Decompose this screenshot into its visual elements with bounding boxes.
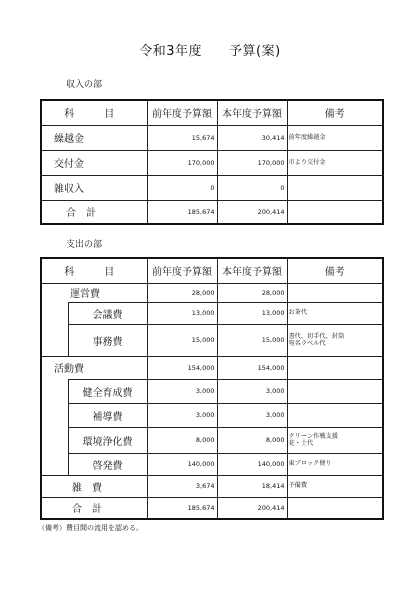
expense-total-curr: 200,414 [217, 497, 287, 519]
income-curr-amount: 30,414 [217, 125, 287, 150]
table-row [41, 175, 383, 200]
expense-subitem-name: 会議費 [68, 302, 147, 324]
income-header-row [41, 100, 383, 125]
expense-note [287, 324, 383, 356]
expense-curr-amount: 15,000 [217, 324, 287, 356]
expense-prev-amount: 13,000 [147, 302, 217, 324]
income-header-prev: 前年度予算額 [147, 100, 217, 125]
expense-note-line: クリーン作戦支援 [288, 432, 338, 440]
income-total-label: 合 計 [41, 200, 147, 224]
expense-subitem-name: 事務費 [68, 324, 147, 356]
expense-prev-amount: 140,000 [147, 453, 217, 475]
income-item-name: 繰越金 [41, 125, 147, 150]
expense-curr-amount: 140,000 [217, 453, 287, 475]
expense-note [287, 356, 383, 379]
table-row [41, 302, 383, 324]
income-item-name: 交付金 [41, 150, 147, 175]
expense-prev-amount: 8,000 [147, 427, 217, 453]
expense-subitem-name: 健全育成費 [68, 379, 147, 403]
expense-curr-amount: 154,000 [217, 356, 287, 379]
income-note: 前年度繰越金 [287, 125, 383, 150]
expense-category-name: 活動費 [41, 356, 147, 379]
expense-curr-amount: 13,000 [217, 302, 287, 324]
expense-total-note [287, 497, 383, 519]
expense-section-label: 支出の部 [66, 240, 103, 250]
indent-cell [41, 427, 68, 453]
table-row [41, 125, 383, 150]
income-note [287, 175, 383, 200]
expense-prev-amount: 3,000 [147, 403, 217, 427]
income-total-note [287, 200, 383, 224]
expense-note [287, 427, 383, 453]
expense-note [287, 379, 383, 403]
expense-note [287, 283, 383, 302]
expense-total-row [41, 497, 383, 519]
indent-cell [41, 453, 68, 475]
expense-header-curr: 本年度予算額 [217, 258, 287, 283]
expense-note [287, 403, 383, 427]
indent-cell [41, 379, 68, 403]
footnote: （備考）費目間の流用を認める。 [38, 524, 143, 532]
income-curr-amount: 0 [217, 175, 287, 200]
indent-cell [41, 403, 68, 427]
income-item-name: 雑収入 [41, 175, 147, 200]
table-row [41, 356, 383, 379]
expense-prev-amount: 3,674 [147, 475, 217, 497]
expense-curr-amount: 3,000 [217, 379, 287, 403]
income-section-label: 収入の部 [66, 80, 103, 90]
indent-cell [41, 324, 68, 356]
expense-prev-amount: 3,000 [147, 379, 217, 403]
income-table [40, 99, 384, 225]
expense-subitem-name: 補導費 [68, 403, 147, 427]
expense-note: お茶代 [287, 302, 383, 324]
expense-header-row [41, 258, 383, 283]
expense-prev-amount: 28,000 [147, 283, 217, 302]
expense-note: 予備費 [287, 475, 383, 497]
expense-note-line: 花・土代 [288, 440, 314, 447]
income-prev-amount: 15,674 [147, 125, 217, 150]
expense-note-line: 宛名ラベル代 [288, 340, 326, 347]
income-note: 市より交付金 [287, 150, 383, 175]
expense-curr-amount: 8,000 [217, 427, 287, 453]
income-header-item: 科 目 [41, 100, 147, 125]
expense-header-prev: 前年度予算額 [147, 258, 217, 283]
table-row [41, 283, 383, 302]
expense-total-label: 合 計 [41, 497, 147, 519]
expense-category-name: 運営費 [41, 283, 147, 302]
table-row [41, 150, 383, 175]
expense-category-name: 雑 費 [41, 475, 147, 497]
indent-cell [41, 302, 68, 324]
expense-prev-amount: 154,000 [147, 356, 217, 379]
table-row [41, 475, 383, 497]
income-total-prev: 185,674 [147, 200, 217, 224]
expense-curr-amount: 18,414 [217, 475, 287, 497]
income-header-curr: 本年度予算額 [217, 100, 287, 125]
income-curr-amount: 170,000 [217, 150, 287, 175]
expense-subitem-name: 啓発費 [68, 453, 147, 475]
page-title: 令和3年度 予算(案) [139, 44, 281, 59]
table-row [41, 324, 383, 356]
expense-curr-amount: 28,000 [217, 283, 287, 302]
expense-header-item: 科 目 [41, 258, 147, 283]
expense-subitem-name: 環境浄化費 [68, 427, 147, 453]
table-row [41, 427, 383, 453]
income-total-row [41, 200, 383, 224]
expense-header-note: 備考 [287, 258, 383, 283]
income-prev-amount: 0 [147, 175, 217, 200]
income-header-note: 備考 [287, 100, 383, 125]
table-row [41, 403, 383, 427]
table-row [41, 379, 383, 403]
expense-note-line: 書代、切手代、封筒 [288, 332, 345, 340]
expense-prev-amount: 15,000 [147, 324, 217, 356]
expense-table [40, 257, 384, 520]
expense-total-prev: 185,674 [147, 497, 217, 519]
income-prev-amount: 170,000 [147, 150, 217, 175]
expense-note: 東ブロック便り [287, 453, 383, 475]
income-total-curr: 200,414 [217, 200, 287, 224]
expense-curr-amount: 3,000 [217, 403, 287, 427]
table-row [41, 453, 383, 475]
